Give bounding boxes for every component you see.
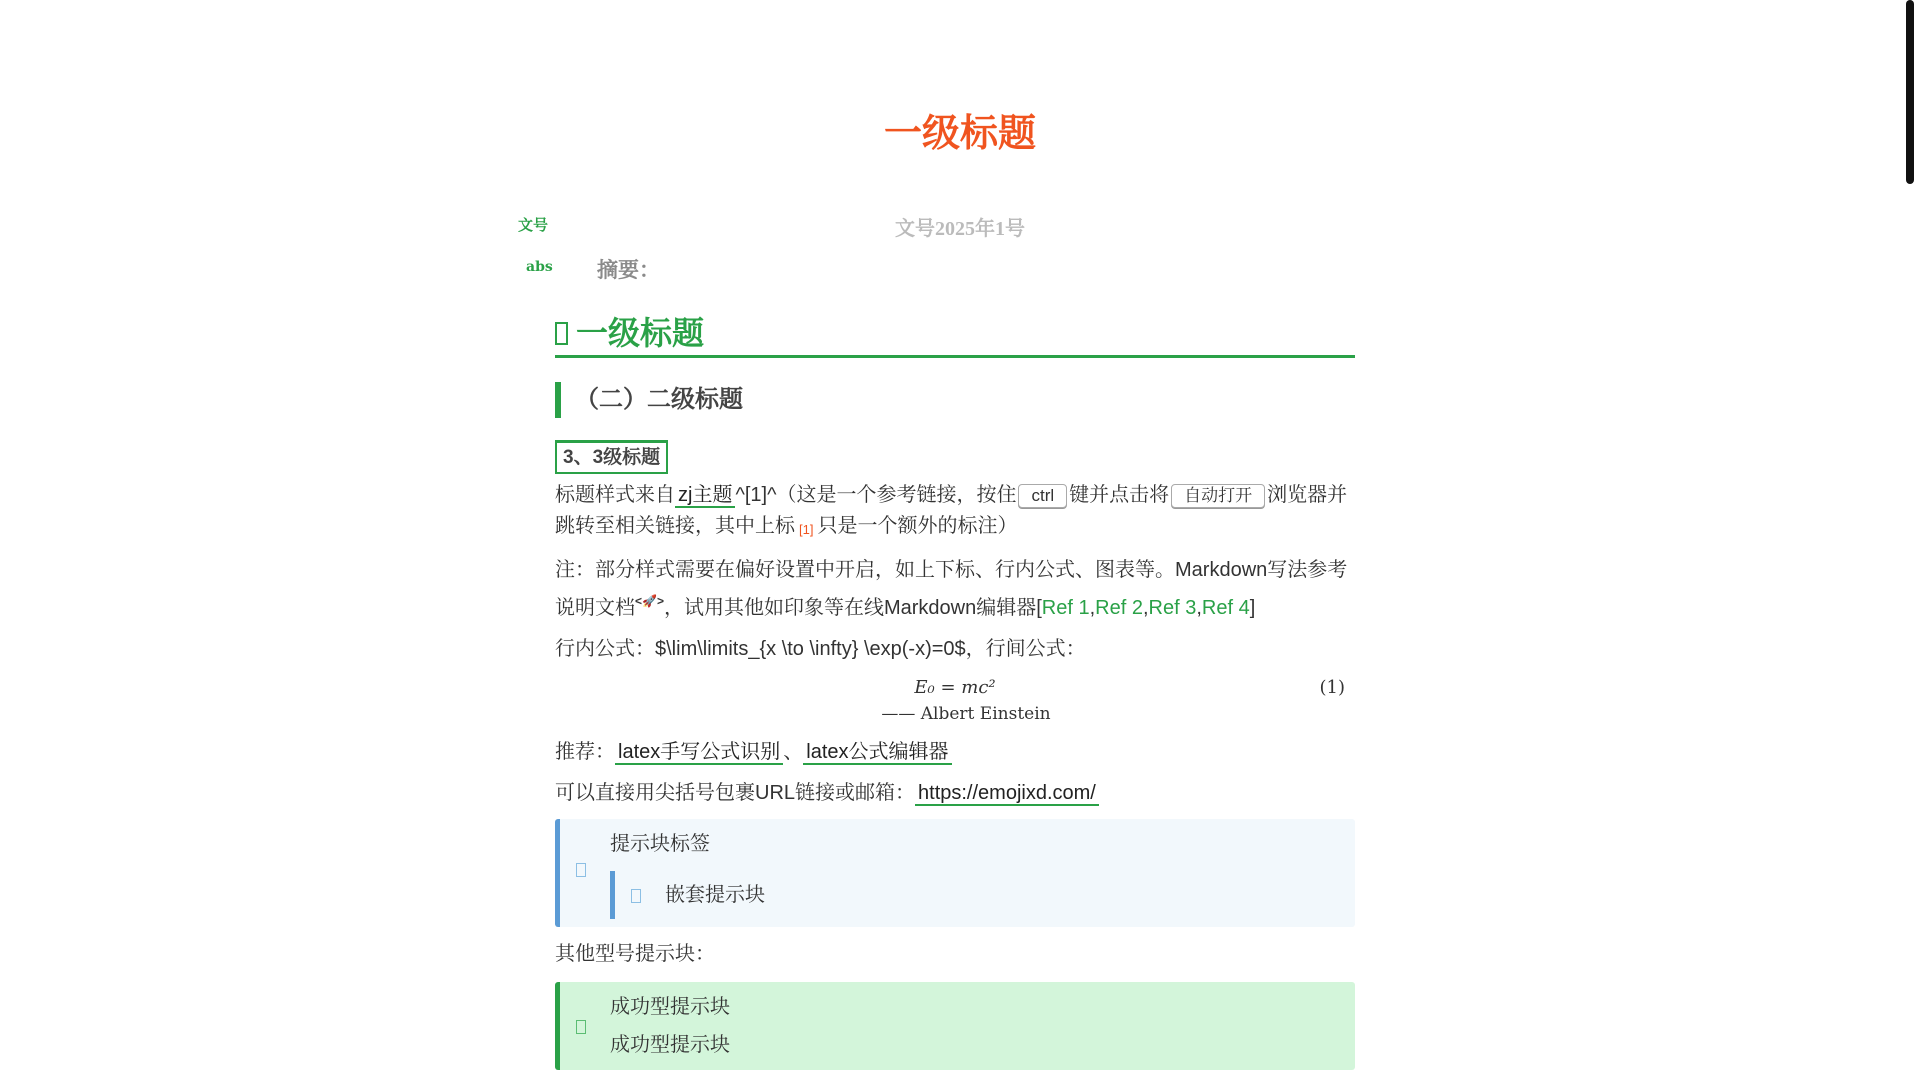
text: 推荐： — [555, 741, 615, 763]
nested-tip-block — [610, 871, 1355, 919]
text: 标题样式来自 — [555, 484, 675, 506]
info-icon — [576, 863, 586, 877]
success-line-1: 成功型提示块 — [610, 996, 730, 1018]
text: 可以直接用尖括号包裹URL链接或邮箱： — [555, 782, 916, 804]
ctrl-key: ctrl — [1018, 484, 1067, 508]
latex-handwriting-link[interactable]: latex手写公式识别 — [615, 741, 783, 765]
equation-number: (1) — [1319, 677, 1345, 698]
tip-title: 提示块标签 — [610, 833, 710, 855]
article-body — [555, 315, 1355, 1070]
heading-3: 3、3级标题 — [555, 440, 668, 474]
abstract-title: 摘要： — [597, 259, 660, 282]
info-icon — [631, 889, 641, 903]
separator: , — [1089, 597, 1096, 619]
paragraph-url — [555, 778, 1355, 809]
abstract-side-label: abs — [526, 259, 553, 275]
text: ] — [1249, 597, 1256, 619]
display-equation — [555, 675, 1355, 727]
text: 注：部分样式需要在偏好设置中开启，如上下标、行内公式、图表等。Markdown写法参考说明文档 — [555, 559, 1348, 619]
document-title: 一级标题 — [883, 113, 1036, 155]
separator: , — [1142, 597, 1149, 619]
ref-link-4[interactable]: Ref 4 — [1201, 597, 1250, 619]
success-icon — [576, 1020, 586, 1034]
superscript-ref[interactable]: [1] — [799, 522, 814, 537]
heading-2: （二）二级标题 — [555, 382, 1355, 418]
tip-block — [555, 819, 1355, 927]
text: ，试用其他如印象等在线Markdown编辑器[ — [663, 597, 1042, 619]
ref-link-3[interactable]: Ref 3 — [1148, 597, 1197, 619]
auto-open-key: 自动打开 — [1171, 484, 1265, 508]
paragraph-other-tips: 其他型号提示块： — [555, 943, 715, 965]
paragraph-recommend — [555, 737, 1355, 768]
emojixd-link[interactable]: https://emojixd.com/ — [915, 782, 1099, 806]
text: 键并点击将 — [1069, 484, 1170, 506]
heading-1-text: 一级标题 — [576, 315, 705, 351]
text: 只是一个额外的标注） — [817, 515, 1018, 537]
heading-1 — [555, 315, 1355, 358]
text: ^[1]^（这是一个参考链接，按住 — [735, 484, 1017, 506]
docnum-label: 文号 — [518, 216, 549, 234]
heading-icon — [555, 322, 568, 345]
nested-tip-text: 嵌套提示块 — [665, 884, 765, 906]
separator: , — [1196, 597, 1202, 619]
equation-formula: E₀ = mc² — [914, 677, 996, 698]
ref-link-1[interactable]: Ref 1 — [1041, 597, 1090, 619]
paragraph-note — [555, 555, 1355, 624]
success-line-2: 成功型提示块 — [610, 1034, 730, 1056]
paragraph-theme-source — [555, 480, 1355, 545]
paragraph-formula: 行内公式：$\lim\limits_{x \to \infty} \exp(-x)=0$，行间公式： — [555, 638, 1086, 660]
latex-editor-link[interactable]: latex公式编辑器 — [803, 741, 951, 765]
equation-author: —— Albert Einstein — [881, 704, 1051, 724]
separator: 、 — [783, 741, 804, 763]
ref-link-2[interactable]: Ref 2 — [1095, 597, 1143, 619]
rocket-link[interactable]: <🚀> — [635, 594, 664, 608]
text: 浏览器并跳转至相关链接，其中上标 — [555, 484, 1348, 537]
zj-theme-link[interactable]: zj主题 — [675, 484, 735, 508]
success-block — [555, 982, 1355, 1070]
docnum-value: 文号2025年1号 — [895, 218, 1025, 240]
